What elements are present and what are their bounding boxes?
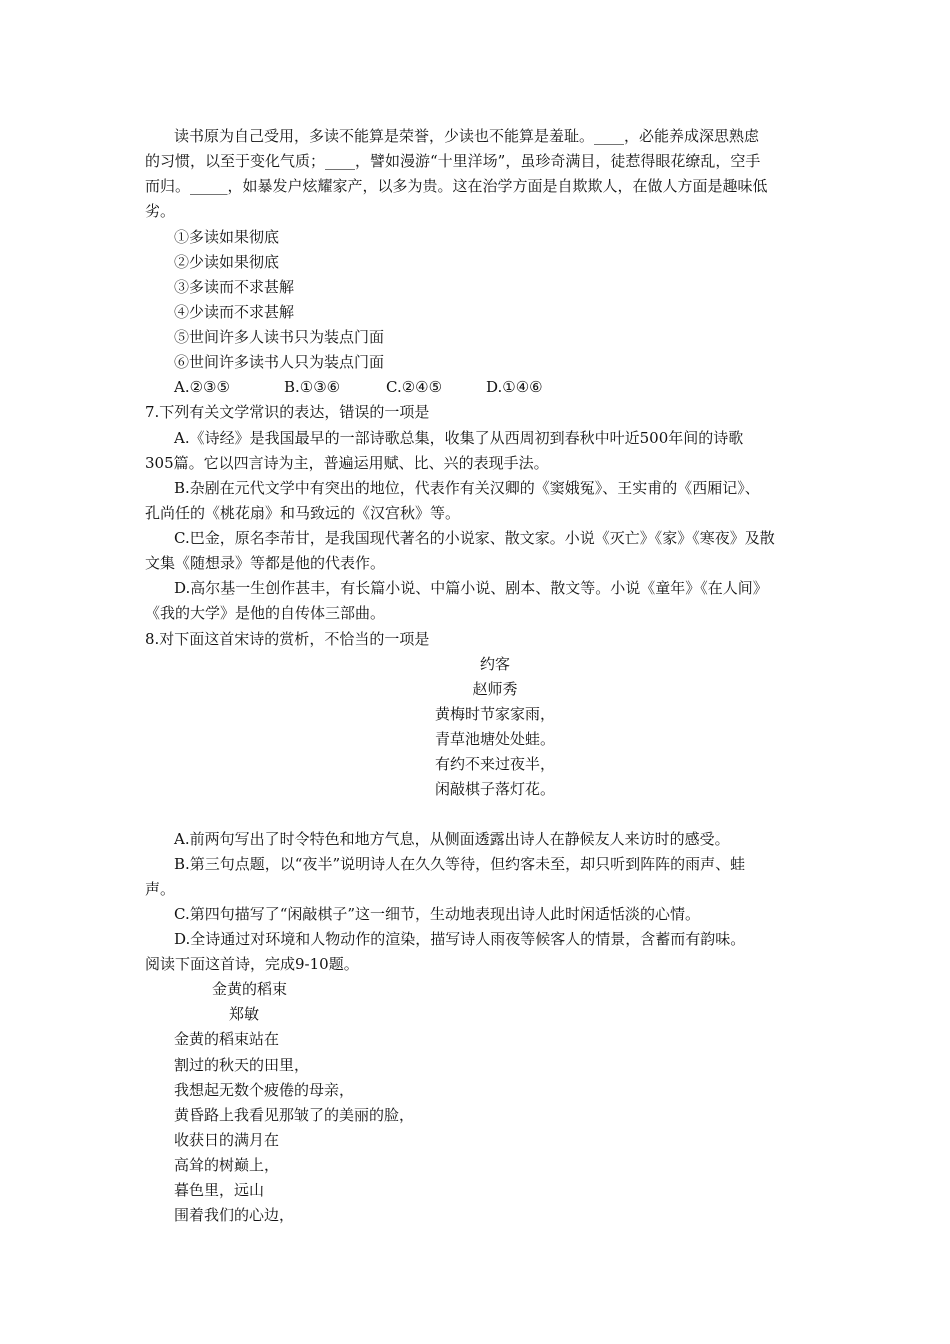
- question-stem: 7.下列有关文学常识的表达，错误的一项是: [145, 403, 430, 421]
- passage-line: 劣。: [145, 202, 176, 220]
- option-line: A.前两句写出了时令特色和地方气息，从侧面透露出诗人在静候友人来访时的感受。: [174, 830, 730, 848]
- option-line: 文集《随想录》等都是他的代表作。: [145, 554, 386, 572]
- option-line: B.第三句点题，以“夜半”说明诗人在久久等待，但约客未至，却只听到阵阵的雨声、蛙: [174, 855, 746, 873]
- option-line: 305篇。它以四言诗为主，普遍运用赋、比、兴的表现手法。: [145, 454, 549, 472]
- choice-item: ③多读而不求甚解: [174, 278, 295, 296]
- option-line: D.全诗通过对环境和人物动作的渲染，描写诗人雨夜等候客人的情景，含蓄而有韵味。: [174, 930, 746, 948]
- option-line: 《我的大学》是他的自传体三部曲。: [145, 604, 386, 622]
- poem-line: 高耸的树巅上，: [174, 1156, 280, 1174]
- poem-line: 暮色里，远山: [174, 1181, 265, 1199]
- poem-title: 金黄的稻束: [212, 980, 288, 998]
- poem-line: 围着我们的心边，: [174, 1206, 295, 1224]
- poem-title: 约客: [479, 655, 510, 673]
- poem-line: 黄昏路上我看见那皱了的美丽的脸，: [174, 1106, 415, 1124]
- poem-line: 金黄的稻束站在: [174, 1030, 280, 1048]
- passage-line: 的习惯，以至于变化气质；____，譬如漫游“十里洋场”，虽珍奇满目，徒惹得眼花缭乱，空手: [145, 152, 761, 170]
- question-stem: 8.对下面这首宋诗的赏析，不恰当的一项是: [145, 630, 430, 648]
- poem-line: 收获日的满月在: [174, 1131, 280, 1149]
- option-line: B.杂剧在元代文学中有突出的地位，代表作有关汉卿的《窦娥冤》、王实甫的《西厢记》、: [174, 479, 760, 497]
- passage-line: 而归。_____，如暴发户炫耀家产，以多为贵。这在治学方面是自欺欺人，在做人方面是趣味低: [145, 177, 768, 195]
- option-line: D.高尔基一生创作甚丰，有长篇小说、中篇小说、剧本、散文等。小说《童年》《在人间》: [174, 579, 768, 597]
- poem-line: 我想起无数个疲倦的母亲，: [174, 1081, 355, 1099]
- choice-item: ⑥世间许多读书人只为装点门面: [174, 353, 385, 371]
- reading-intro: 阅读下面这首诗，完成9-10题。: [145, 955, 359, 973]
- poem-line: 割过的秋天的田里，: [174, 1056, 310, 1074]
- choice-item: ⑤世间许多人读书只为装点门面: [174, 328, 385, 346]
- option-line: C.第四句描写了“闲敲棋子”这一细节，生动地表现出诗人此时闲适恬淡的心情。: [174, 905, 701, 923]
- answer-option: C.②④⑤: [386, 378, 443, 396]
- poem-line: 黄梅时节家家雨，: [434, 705, 555, 723]
- poem-author: 赵师秀: [472, 680, 518, 698]
- choice-item: ②少读如果彻底: [174, 253, 280, 271]
- poem-line: 有约不来过夜半，: [434, 755, 555, 773]
- option-line: 声。: [145, 880, 176, 898]
- option-line: A.《诗经》是我国最早的一部诗歌总集，收集了从西周初到春秋中叶近500年间的诗歌: [174, 429, 744, 447]
- poem-line: 青草池塘处处蛙。: [434, 730, 555, 748]
- choice-item: ④少读而不求甚解: [174, 303, 295, 321]
- option-line: 孔尚任的《桃花扇》和马致远的《汉宫秋》等。: [145, 504, 461, 522]
- answer-option: A.②③⑤: [174, 378, 230, 396]
- choice-item: ①多读如果彻底: [174, 228, 280, 246]
- poem-author: 郑敏: [229, 1005, 260, 1023]
- passage-line: 读书原为自己受用，多读不能算是荣誉，少读也不能算是羞耻。____，必能养成深思熟虑: [174, 127, 760, 145]
- option-line: C.巴金，原名李芾甘，是我国现代著名的小说家、散文家。小说《灭亡》《家》《寒夜》及散: [174, 529, 775, 547]
- poem-line: 闲敲棋子落灯花。: [434, 780, 555, 798]
- answer-option: D.①④⑥: [486, 378, 543, 396]
- answer-option: B.①③⑥: [284, 378, 341, 396]
